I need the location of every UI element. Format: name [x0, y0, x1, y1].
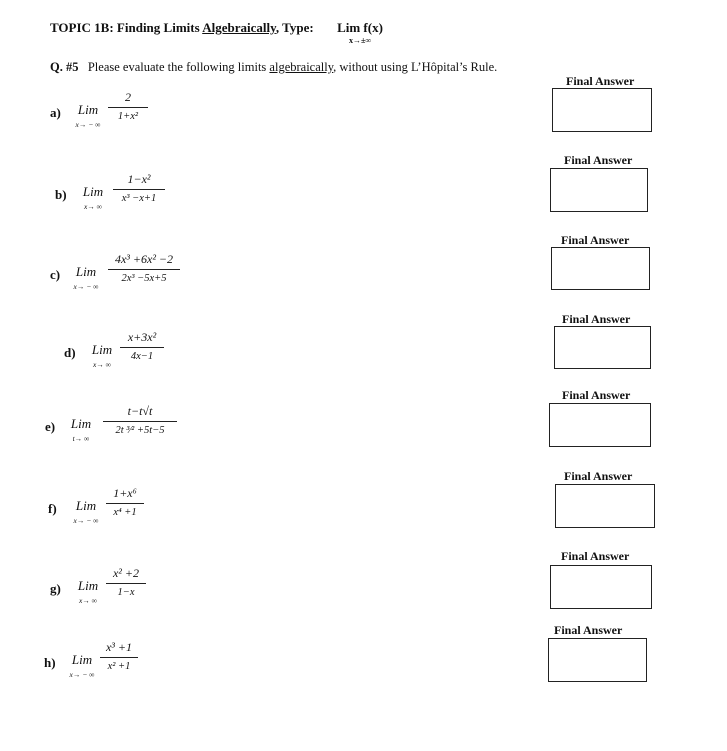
numerator: 2	[125, 90, 131, 104]
denominator: x² +1	[107, 661, 131, 672]
topic-header	[50, 20, 383, 45]
limit-operator: Lim x→ − ∞	[73, 264, 99, 291]
answer-box-d[interactable]	[554, 326, 651, 369]
numerator: x² +2	[112, 566, 140, 580]
problem-label: g)	[50, 581, 61, 596]
denominator: 1−x	[117, 587, 135, 598]
answer-box-a[interactable]	[552, 88, 652, 132]
denominator: x⁴ +1	[113, 507, 137, 518]
problem-label: h)	[44, 655, 56, 670]
problem-label: c)	[50, 267, 61, 282]
problem-label: e)	[45, 419, 56, 434]
limit-operator: Lim x→ ∞	[77, 578, 99, 605]
numerator: x+3x²	[127, 330, 157, 344]
problem-label: a)	[50, 105, 61, 120]
question-label: Q. #5	[50, 60, 79, 74]
denominator: 1+x²	[117, 111, 139, 122]
denominator: 4x−1	[130, 351, 154, 362]
limit-operator: Lim x→ ∞	[91, 342, 113, 369]
final-answer-label-h: Final Answer	[554, 623, 623, 637]
topic-title: TOPIC 1B: Finding Limits	[50, 20, 200, 35]
denominator: x³ −x+1	[121, 193, 157, 204]
numerator: t−t√t	[127, 404, 153, 418]
header-limit: Lim f(x)	[337, 20, 383, 35]
final-answer-label-f: Final Answer	[564, 469, 633, 483]
question-underlined-word: algebraically	[269, 60, 334, 74]
fraction	[108, 90, 148, 122]
question-text-before: Please evaluate the following limits	[87, 60, 267, 74]
limit-operator: Lim x→ − ∞	[73, 498, 99, 525]
limit-operator: Lim t→ ∞	[70, 416, 92, 443]
numerator: x³ +1	[105, 640, 133, 654]
final-answer-label-e: Final Answer	[562, 388, 631, 402]
numerator: 1+x⁶	[113, 486, 137, 500]
numerator: 1−x²	[127, 172, 151, 186]
final-answer-label-a: Final Answer	[566, 74, 635, 88]
question-prompt	[50, 60, 497, 75]
type-label: , Type:	[275, 20, 314, 35]
answer-box-f[interactable]	[555, 484, 655, 528]
fraction	[103, 404, 177, 436]
limit-operator: Lim x→ − ∞	[69, 652, 95, 679]
fraction	[120, 330, 164, 362]
fraction	[100, 640, 138, 672]
fraction	[113, 172, 165, 204]
denominator: 2t ³⁄² +5t−5	[115, 425, 165, 436]
limit-operator: Lim x→ − ∞	[75, 102, 101, 129]
answer-box-b[interactable]	[550, 168, 648, 212]
problem-label: b)	[55, 187, 67, 202]
question-text-after: , without using L’Hôpital’s Rule.	[333, 60, 498, 74]
answer-box-h[interactable]	[548, 638, 647, 682]
fraction	[108, 252, 180, 284]
numerator: 4x³ +6x² −2	[114, 252, 174, 266]
answer-box-e[interactable]	[549, 403, 651, 447]
problem-label: d)	[64, 345, 76, 360]
fraction	[106, 486, 144, 518]
header-limit-subscript: x→±∞	[348, 36, 372, 45]
fraction	[106, 566, 146, 598]
final-answer-label-b: Final Answer	[564, 153, 633, 167]
denominator: 2x³ −5x+5	[121, 273, 167, 284]
problem-label: f)	[48, 501, 57, 516]
answer-box-g[interactable]	[550, 565, 652, 609]
final-answer-label-c: Final Answer	[561, 233, 630, 247]
topic-underlined-word: Algebraically	[202, 20, 276, 35]
final-answer-label-d: Final Answer	[562, 312, 631, 326]
limit-operator: Lim x→ ∞	[82, 184, 104, 211]
final-answer-label-g: Final Answer	[561, 549, 630, 563]
answer-box-c[interactable]	[551, 247, 650, 290]
